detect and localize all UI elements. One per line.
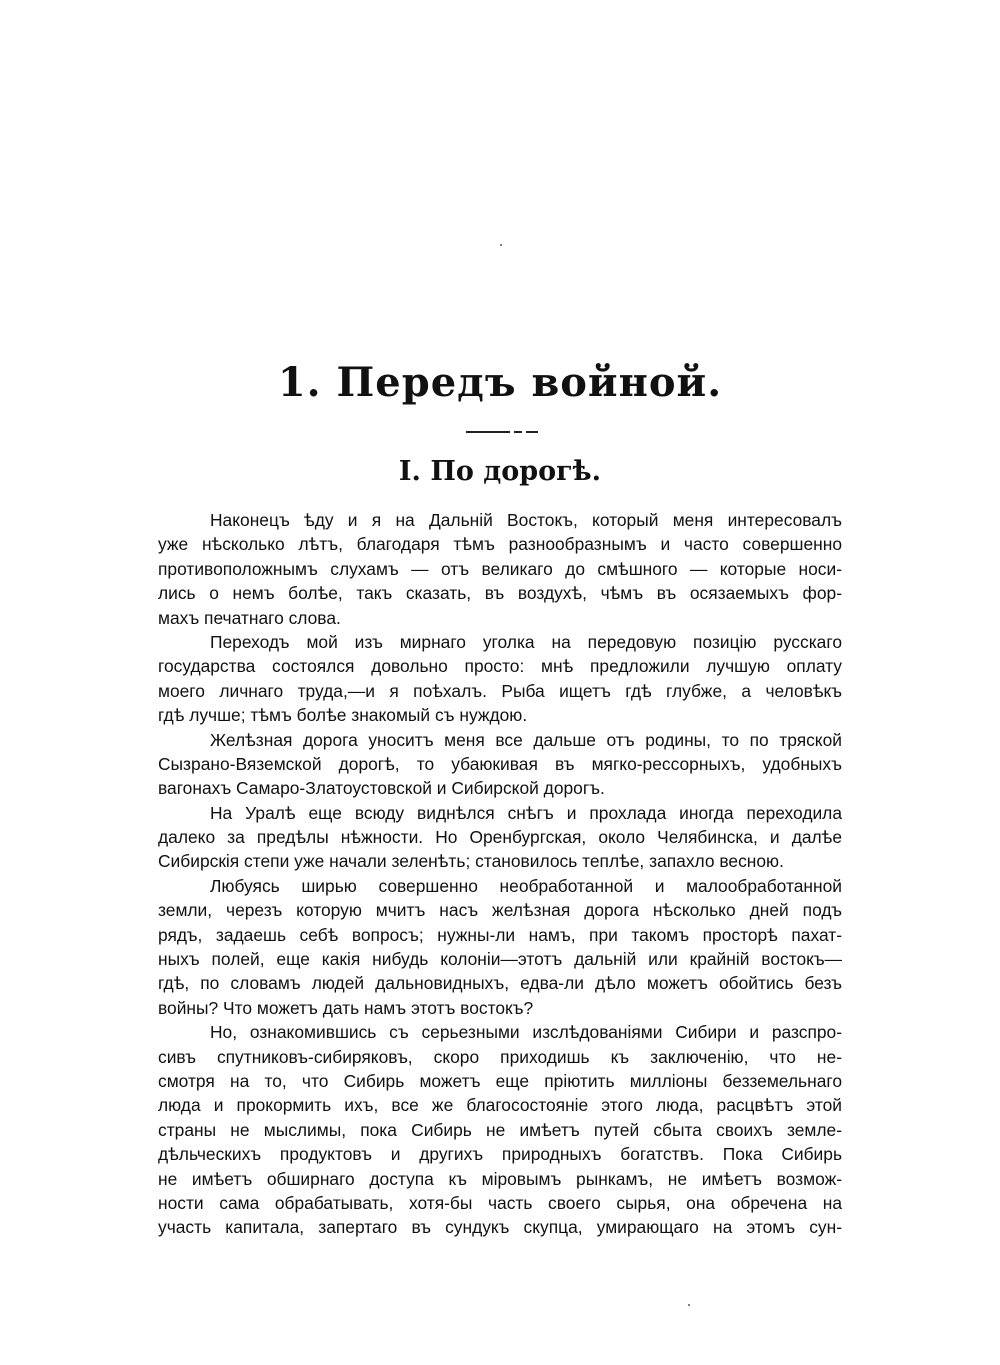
text-line: гдѣ, по словамъ людей дальновидныхъ, едва-ли дѣло можетъ обойтись безъ — [158, 973, 842, 994]
ornament-dash — [526, 431, 538, 433]
text-line: Желѣзная дорога уноситъ меня все дальше отъ родины, то по тряской — [210, 729, 842, 750]
text-line: государства состоялся довольно просто: мнѣ предложили лучшую оплату — [158, 656, 842, 677]
text-line: войны? Что можетъ дать намъ этотъ востокъ? — [158, 997, 534, 1018]
text-line: Сибирскія степи уже начали зеленѣть; становилось теплѣе, запахло весною. — [158, 851, 784, 872]
text-line: дѣльческихъ продуктовъ и другихъ природныхъ богатствъ. Пока Сибирь — [158, 1144, 842, 1165]
text-line: далеко за предѣлы нѣжности. Но Оренбургская, около Челябинска, и далѣе — [158, 827, 842, 848]
paragraph — [158, 508, 842, 630]
body-text — [158, 508, 842, 1240]
paragraph — [158, 630, 842, 728]
text-line: Любуясь ширью совершенно необработанной и малообработанной — [210, 875, 842, 896]
text-line: не имѣетъ обширнаго доступа къ міровымъ рынкамъ, не имѣетъ возмож- — [158, 1168, 842, 1189]
text-line: смотря на то, что Сибирь можетъ еще пріютить милліоны безземельнаго — [158, 1070, 842, 1091]
text-line: ности сама обрабатывать, хотя-бы часть своего сырья, она обречена на — [158, 1192, 842, 1213]
text-line: Наконецъ ѣду и я на Дальній Востокъ, который меня интересовалъ — [210, 510, 842, 530]
text-line: вагонахъ Самаро-Златоустовской и Сибирской дорогъ. — [158, 778, 605, 799]
text-line: сивъ спутниковъ-сибиряковъ, скоро приходишь къ заключенію, что не- — [158, 1046, 842, 1067]
print-speck — [500, 244, 502, 246]
text-line: рядъ, задаешь себѣ вопросъ; нужны-ли намъ, при такомъ просторѣ пахат- — [158, 924, 842, 945]
paragraph — [158, 874, 842, 1020]
text-line: участь капитала, запертаго въ сундукъ скупца, умирающаго на этомъ сун- — [158, 1217, 842, 1238]
text-line: Но, ознакомившись съ серьезными изслѣдованіями Сибири и разспро- — [210, 1022, 842, 1043]
text-line: моего личнаго труда,—и я поѣхалъ. Рыба ищетъ гдѣ глубже, а человѣкъ — [158, 680, 842, 701]
text-line: уже нѣсколько лѣтъ, благодаря тѣмъ разнообразнымъ и часто совершенно — [158, 534, 842, 555]
chapter-title: 1. Передъ войной. — [277, 359, 723, 406]
text-line: гдѣ лучше; тѣмъ болѣе знакомый съ нуждою. — [158, 705, 528, 726]
ornament-dash — [514, 431, 522, 433]
title-ornament-rule — [466, 431, 538, 433]
text-line: На Уралѣ еще всюду виднѣлся снѣгъ и прохлада иногда переходила — [210, 802, 842, 823]
ornament-dash — [466, 431, 510, 433]
paragraph — [158, 728, 842, 801]
text-line: лись о немъ болѣе, такъ сказать, въ воздухѣ, чѣмъ въ осязаемыхъ фор- — [158, 583, 842, 604]
text-line: махъ печатнаго слова. — [158, 607, 341, 628]
text-line: страны не мыслимы, пока Сибирь не имѣетъ путей сбыта своихъ земле- — [158, 1119, 842, 1140]
print-speck — [688, 1304, 690, 1306]
section-title: I. По дорогѣ. — [398, 456, 602, 487]
text-line: люда и прокормить ихъ, все же благосостояніе этого люда, расцвѣтъ этой — [158, 1095, 842, 1116]
text-line: противоположнымъ слухамъ — отъ великаго до смѣшного — которые носи- — [158, 558, 842, 579]
text-line: Сызрано-Вяземской дорогѣ, то убаюкивая въ мягко-рессорныхъ, удобныхъ — [158, 753, 842, 774]
text-line: Переходъ мой изъ мирнаго уголка на передовую позицію русскаго — [210, 631, 842, 652]
text-line: ныхъ полей, еще какія нибудь колоніи—этотъ дальній или крайній востокъ— — [158, 949, 842, 970]
paragraph — [158, 801, 842, 874]
paragraph — [158, 1020, 842, 1240]
text-line: земли, черезъ которую мчитъ насъ желѣзная дорога нѣсколько дней подъ — [158, 900, 842, 921]
